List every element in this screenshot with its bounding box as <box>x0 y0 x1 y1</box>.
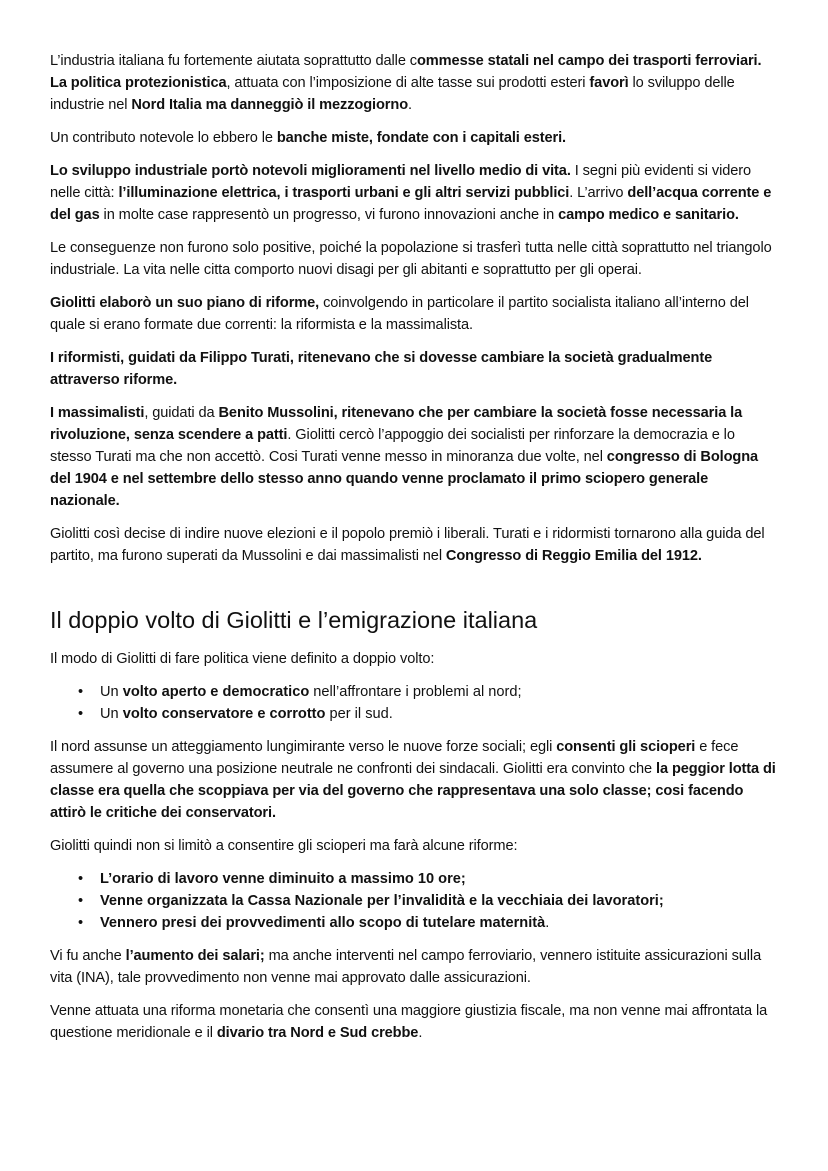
bold-text: I massimalisti <box>50 405 145 421</box>
text-run: lo sviluppo delle industrie nel <box>50 75 735 113</box>
bold-text: Nord Italia ma danneggiò il mezzogiorno <box>131 97 409 113</box>
text-run: . <box>418 1025 423 1041</box>
bold-text: volto aperto e democratico <box>122 684 310 700</box>
paragraph <box>50 160 780 226</box>
paragraph <box>50 347 780 391</box>
bold-text: l’illuminazione elettrica, i trasporti urbani e gli altri servizi pubblici <box>118 185 570 201</box>
bold-text: ommesse statali nel campo dei trasporti ferroviari. La politica protezionistica <box>50 53 762 91</box>
bold-text: volto conservatore e corrotto <box>122 706 326 722</box>
text-run: Il nord assunse un atteggiamento lungimirante verso le nuove forze sociali; egli <box>50 739 557 755</box>
text-run: Giolitti quindi non si limitò a consentire gli scioperi ma farà alcune riforme: <box>50 838 518 854</box>
section-bottom <box>50 945 780 1044</box>
bold-text: L’orario di lavoro venne diminuito a massimo 10 ore; <box>100 871 466 887</box>
bold-text: favorì <box>589 75 629 91</box>
bold-text: campo medico e sanitario. <box>558 207 739 223</box>
section-top <box>50 50 780 567</box>
bullet-icon: • <box>78 706 84 722</box>
bullet-list-riforme <box>50 868 780 934</box>
text-run: Un <box>100 684 123 700</box>
text-run: ma anche interventi nel campo ferroviario, vennero istituite assicurazioni sulla vita (INA), tale provvedimento non venne mai approvato dalle assicurazioni. <box>50 948 762 986</box>
bold-text: divario tra Nord e Sud crebbe <box>216 1025 419 1041</box>
text-run: per il sud. <box>325 706 393 722</box>
paragraph <box>50 127 780 149</box>
bold-text: Giolitti elaborò un suo piano di riforme, <box>50 295 320 311</box>
bold-text: Congresso di Reggio Emilia del 1912. <box>445 548 702 564</box>
text-run: nell’affrontare i problemi al nord; <box>309 684 522 700</box>
list-item <box>78 912 780 934</box>
list-item <box>78 703 780 725</box>
text-run: Vi fu anche <box>50 948 126 964</box>
section-intro <box>50 648 780 670</box>
text-run: Un contributo notevole lo ebbero le <box>50 130 277 146</box>
paragraph <box>50 50 780 116</box>
bold-text: Venne organizzata la Cassa Nazionale per l’invalidità e la vecchiaia dei lavoratori; <box>100 893 664 909</box>
bold-text: la peggior lotta di classe era quella che scoppiava per via del governo che rappresentava una solo classe; cosi facendo attirò le critiche dei conservatori. <box>50 761 776 821</box>
bold-text: l’aumento dei salari; <box>125 948 265 964</box>
section-middle <box>50 736 780 857</box>
section-heading: Il doppio volto di Giolitti e l’emigrazione italiana <box>50 607 538 633</box>
text-run: coinvolgendo in particolare il partito socialista italiano all’interno del quale si erano formate due correnti: la riformista e la massimalista. <box>50 295 749 333</box>
bullet-icon: • <box>78 871 84 887</box>
paragraph <box>50 945 780 989</box>
bold-text: banche miste, fondate con i capitali esteri. <box>276 130 566 146</box>
paragraph <box>50 835 780 857</box>
bullet-icon: • <box>78 915 84 931</box>
text-run: . <box>408 97 412 113</box>
paragraph <box>50 648 780 670</box>
text-run: I segni più evidenti si videro nelle città: <box>50 163 752 201</box>
bullet-icon: • <box>78 893 84 909</box>
paragraph <box>50 292 780 336</box>
paragraph <box>50 237 780 281</box>
bullet-icon: • <box>78 684 84 700</box>
list-item <box>78 681 780 703</box>
paragraph <box>50 736 780 824</box>
bold-text: Lo sviluppo industriale portò notevoli miglioramenti nel livello medio di vita. <box>50 163 571 179</box>
text-run: Giolitti così decise di indire nuove elezioni e il popolo premiò i liberali. Turati e i ridormisti tornarono alla guida del partito, ma furono superati da Mussolini e dai massimalisti nel <box>50 526 765 564</box>
text-run: . <box>545 915 550 931</box>
bullet-list-doppio-volto <box>50 681 780 725</box>
text-run: Venne attuata una riforma monetaria che consentì una maggiore giustizia fiscale, ma non venne mai affrontata la questione meridionale e il <box>50 1003 768 1041</box>
bold-text: Vennero presi dei provvedimenti allo scopo di tutelare maternità <box>100 915 546 931</box>
bold-text: dell’acqua corrente e del gas <box>50 185 772 223</box>
text-run: L’industria italiana fu fortemente aiutata soprattutto dalle c <box>50 53 417 69</box>
text-run: , guidati da <box>144 405 219 421</box>
bold-text: consenti gli scioperi <box>556 739 696 755</box>
list-item <box>78 890 780 912</box>
text-run: . L’arrivo <box>569 185 628 201</box>
text-run: . Giolitti cercò l’appoggio dei socialisti per rinforzare la democrazia e lo stesso Turati ma che non accettò. Cosi Turati venne messo in minoranza due volte, nel <box>50 427 735 465</box>
text-run: e fece assumere al governo una posizione neutrale ne confronti dei sindacali. Giolitti era convinto che <box>50 739 739 777</box>
paragraph <box>50 402 780 512</box>
text-run: in molte case rappresentò un progresso, vi furono innovazioni anche in <box>99 207 559 223</box>
text-run: , attuata con l’imposizione di alte tasse sui prodotti esteri <box>226 75 590 91</box>
bold-text: Benito Mussolini, ritenevano che per cambiare la società fosse necessaria la rivoluzione, senza scendere a patti <box>50 405 743 443</box>
paragraph <box>50 1000 780 1044</box>
list-item <box>78 868 780 890</box>
text-run: Un <box>100 706 123 722</box>
paragraph <box>50 523 780 567</box>
bold-text: congresso di Bologna del 1904 e nel settembre dello stesso anno quando venne proclamato il primo sciopero generale nazionale. <box>50 449 759 509</box>
bold-text: I riformisti, guidati da Filippo Turati, ritenevano che si dovesse cambiare la società gradualmente attraverso riforme. <box>50 350 713 388</box>
text-run: Le conseguenze non furono solo positive, poiché la popolazione si trasferì tutta nelle città soprattutto nel triangolo industriale. La vita nelle citta comporto nuovi disagi per gli abitanti e soprattutto per gli operai. <box>50 240 772 278</box>
text-run: Il modo di Giolitti di fare politica viene definito a doppio volto: <box>50 651 435 667</box>
document-page <box>50 50 780 1055</box>
